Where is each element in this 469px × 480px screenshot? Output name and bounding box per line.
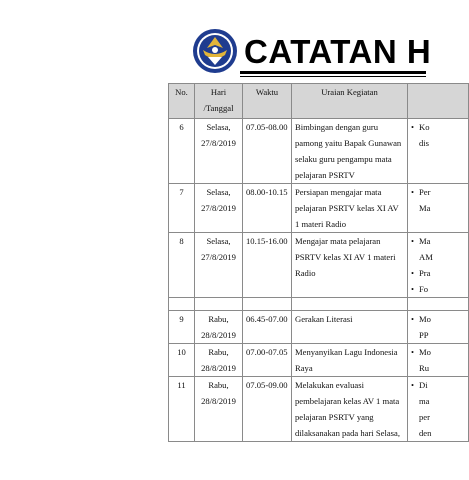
row-time: 07.05-09.00	[243, 377, 292, 442]
header-rule-thick	[240, 71, 426, 74]
separator-row	[169, 298, 469, 311]
page-title: CATATAN H	[244, 33, 432, 70]
row-time: 08.00-10.15	[243, 184, 292, 233]
row-day: Rabu, 28/8/2019	[195, 344, 243, 377]
table-row	[169, 377, 469, 442]
table-row	[169, 119, 469, 184]
note-bullet: • Mo	[411, 311, 465, 327]
table-row	[169, 344, 469, 377]
note-continuation: ma	[419, 396, 430, 406]
column-header-time: Waktu	[243, 84, 292, 119]
column-header-description: Uraian Kegiatan	[292, 84, 408, 119]
row-description: Gerakan Literasi	[292, 311, 408, 344]
row-notes	[408, 377, 469, 442]
row-time: 07.00-07.05	[243, 344, 292, 377]
table-header-row	[169, 84, 469, 119]
note-continuation: den	[419, 428, 432, 438]
header-rule-thin	[240, 76, 426, 77]
row-notes	[408, 311, 469, 344]
row-notes	[408, 119, 469, 184]
column-header-notes	[408, 84, 469, 119]
row-day: Rabu, 28/8/2019	[195, 311, 243, 344]
row-number: 7	[169, 184, 195, 233]
column-header-day: Hari /Tanggal	[195, 84, 243, 119]
row-time: 07.05-08.00	[243, 119, 292, 184]
row-number: 11	[169, 377, 195, 442]
row-number: 10	[169, 344, 195, 377]
empty-cell	[292, 298, 408, 311]
row-notes	[408, 344, 469, 377]
note-continuation: PP	[419, 330, 429, 340]
row-notes	[408, 233, 469, 298]
note-bullet: • Ko	[411, 119, 465, 135]
activity-log-table	[168, 83, 469, 442]
note-continuation: AM	[419, 252, 433, 262]
university-logo-icon	[192, 28, 238, 74]
row-number: 9	[169, 311, 195, 344]
note-bullet: • Pra	[411, 265, 465, 281]
empty-cell	[169, 298, 195, 311]
note-bullet: • Ma	[411, 233, 465, 249]
row-number: 8	[169, 233, 195, 298]
note-bullet: • Per	[411, 184, 465, 200]
note-bullet: • Di	[411, 377, 465, 393]
row-day: Selasa, 27/8/2019	[195, 184, 243, 233]
row-time: 10.15-16.00	[243, 233, 292, 298]
row-description: Menyanyikan Lagu Indonesia Raya	[292, 344, 408, 377]
row-day: Selasa, 27/8/2019	[195, 119, 243, 184]
note-continuation: per	[419, 412, 430, 422]
row-notes	[408, 184, 469, 233]
empty-cell	[243, 298, 292, 311]
note-continuation: Ma	[419, 203, 431, 213]
row-description: Persiapan mengajar mata pelajaran PSRTV kelas XI AV 1 materi Radio	[292, 184, 408, 233]
empty-cell	[408, 298, 469, 311]
row-day: Rabu, 28/8/2019	[195, 377, 243, 442]
empty-cell	[195, 298, 243, 311]
row-number: 6	[169, 119, 195, 184]
row-description: Bimbingan dengan guru pamong yaitu Bapak Gunawan selaku guru pengampu mata pelajaran PSRTV	[292, 119, 408, 184]
note-bullet: • Mo	[411, 344, 465, 360]
table-row	[169, 184, 469, 233]
note-continuation: Ru	[419, 363, 430, 373]
table-row	[169, 311, 469, 344]
note-bullet: • Fo	[411, 281, 465, 297]
row-time: 06.45-07.00	[243, 311, 292, 344]
row-description: Mengajar mata pelajaran PSRTV kelas XI AV 1 materi Radio	[292, 233, 408, 298]
table-row	[169, 233, 469, 298]
column-header-no: No.	[169, 84, 195, 119]
row-description: Melakukan evaluasi pembelajaran kelas AV 1 mata pelajaran PSRTV yang dilaksanakan pada hari Selasa,	[292, 377, 408, 442]
note-continuation: dis	[419, 138, 430, 148]
row-day: Selasa, 27/8/2019	[195, 233, 243, 298]
